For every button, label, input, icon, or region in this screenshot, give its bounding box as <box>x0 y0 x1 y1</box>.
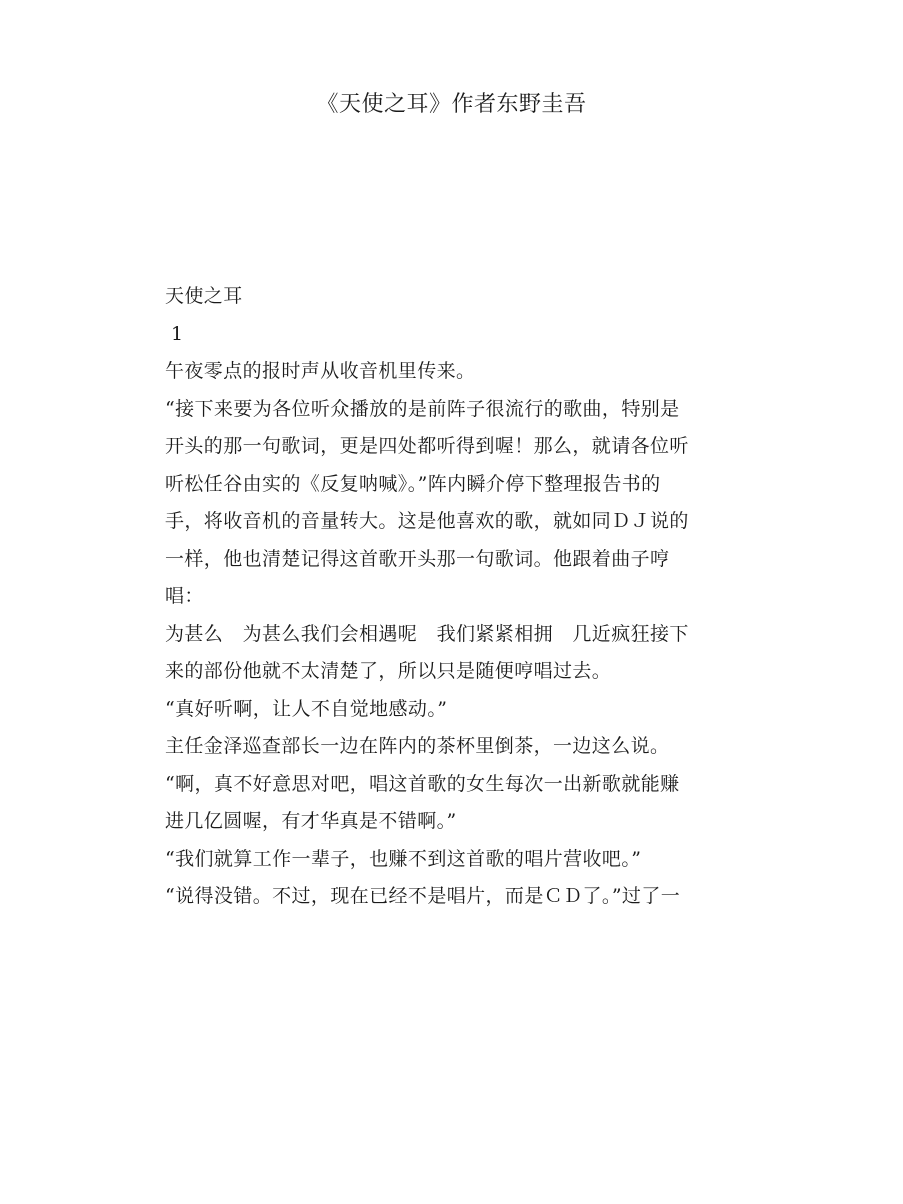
chapter-heading: 天使之耳 <box>165 285 243 307</box>
text-line: 唱： <box>165 585 204 607</box>
text-line: 主任金泽巡查部长一边在阵内的茶杯里倒茶，一边这么说。 <box>165 735 670 757</box>
text-line: 为甚么 为甚么我们会相遇呢 我们紧紧相拥 几近疯狂接下 <box>165 622 689 645</box>
text-line: “接下来要为各位听众播放的是前阵子很流行的歌曲，特别是 <box>165 397 680 420</box>
text-line: 听松任谷由实的《反复呐喊》。”阵内瞬介停下整理报告书的 <box>165 472 661 495</box>
document-body <box>165 278 765 916</box>
text-line: 开头的那一句歌词，更是四处都听得到喔！那么，就请各位听 <box>165 435 689 457</box>
text-line: 来的部份他就不太清楚了，所以只是随便哼唱过去。 <box>165 660 612 682</box>
text-line: “说得没错。不过，现在已经不是唱片，而是ＣＤ了。”过了一 <box>165 885 681 907</box>
text-line: 一样，他也清楚记得这首歌开头那一句歌词。他跟着曲子哼 <box>165 547 670 570</box>
document-title: 《天使之耳》作者东野圭吾 <box>316 92 587 117</box>
text-line: “啊，真不好意思对吧，唱这首歌的女生每次一出新歌就能赚 <box>165 772 680 795</box>
text-line: 手，将收音机的音量转大。这是他喜欢的歌，就如同ＤＪ说的 <box>165 510 689 532</box>
text-line: 午夜零点的报时声从收音机里传来。 <box>165 360 476 382</box>
text-line: “我们就算工作一辈子，也赚不到这首歌的唱片营收吧。” <box>165 847 642 870</box>
section-number: 1 <box>171 322 184 345</box>
text-line: 进几亿圆喔，有才华真是不错啊。” <box>165 810 457 832</box>
text-line: “真好听啊，让人不自觉地感动。” <box>165 697 448 720</box>
